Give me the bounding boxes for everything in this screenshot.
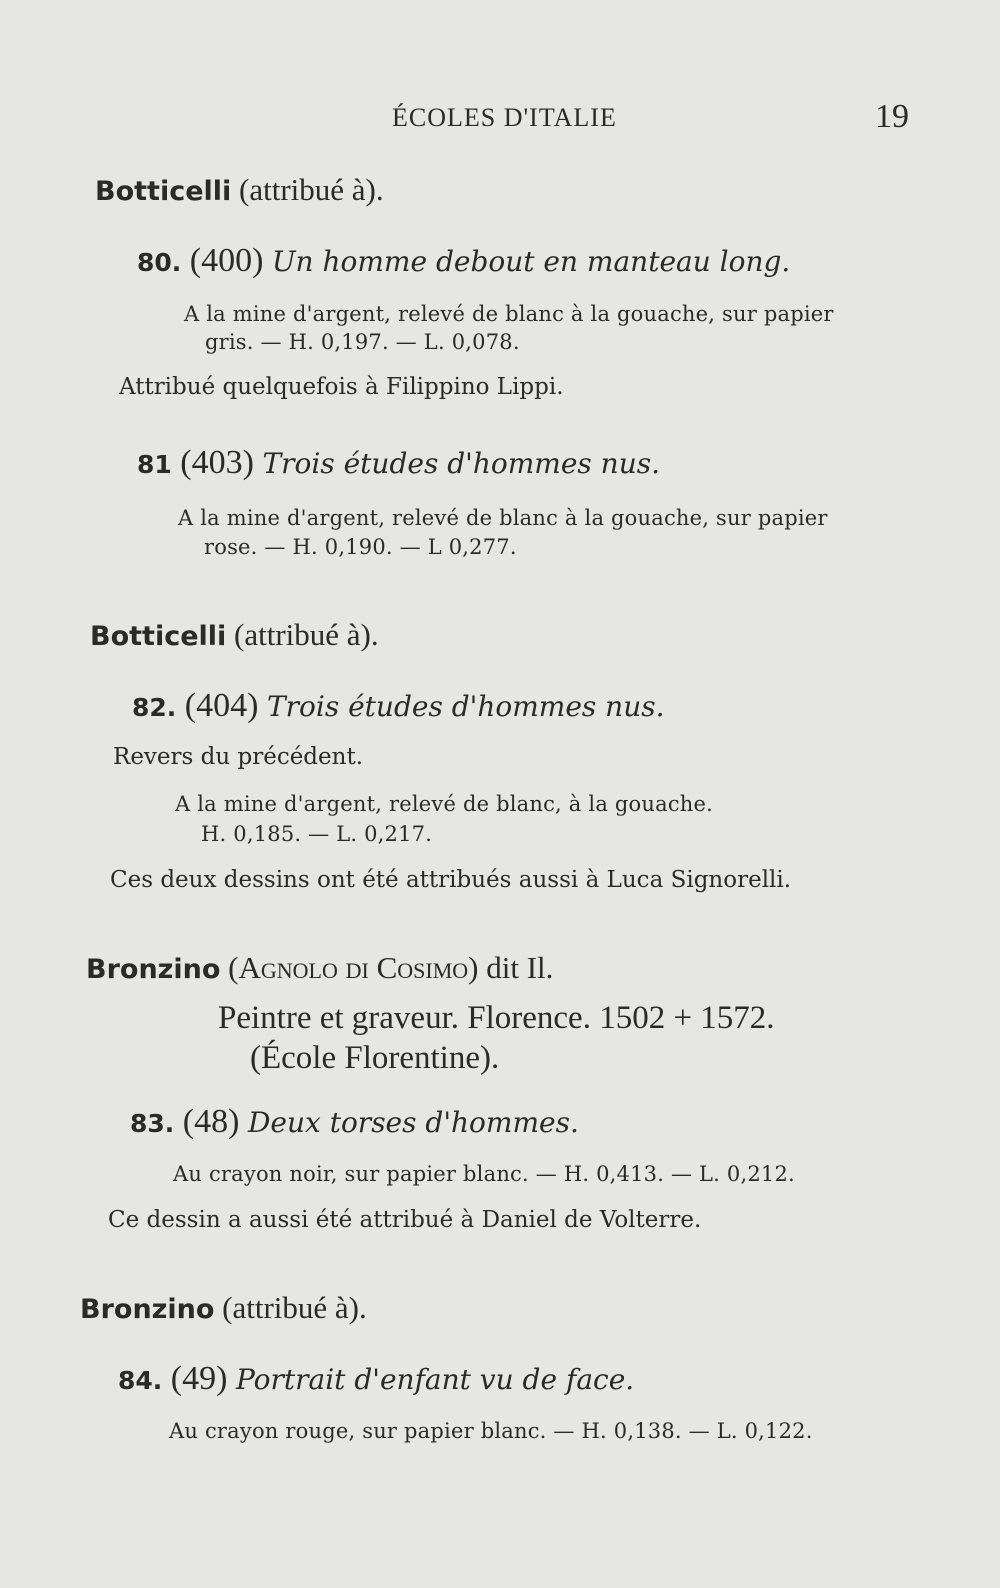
entry-title: Trois études d'hommes nus. xyxy=(262,447,661,480)
entry-title: Portrait d'enfant vu de face. xyxy=(235,1363,635,1396)
artist-suffix: dit Il. xyxy=(486,950,554,985)
artist-heading xyxy=(95,172,384,208)
entry-description: H. 0,185. — L. 0,217. xyxy=(201,822,433,846)
entry-number: 84. xyxy=(118,1366,163,1395)
artist-qualifier: (attribué à). xyxy=(234,617,379,652)
page-number: 19 xyxy=(875,98,909,135)
artist-heading xyxy=(90,617,379,653)
entry-description: rose. — H. 0,190. — L 0,277. xyxy=(204,535,517,559)
catalogue-entry-82 xyxy=(132,687,665,725)
artist-biography: Peintre et graveur. Florence. 1502 + 1572. xyxy=(218,1000,775,1036)
entry-number: 82. xyxy=(132,693,177,722)
entry-description: Au crayon noir, sur papier blanc. — H. 0,413. — L. 0,212. xyxy=(173,1162,795,1186)
artist-name: Bronzino xyxy=(80,1294,215,1325)
entry-description: A la mine d'argent, relevé de blanc à la gouache, sur papier xyxy=(184,302,834,326)
entry-description: A la mine d'argent, relevé de blanc, à la gouache. xyxy=(175,792,714,816)
artist-qualifier: (attribué à). xyxy=(239,172,384,207)
entry-note: Ces deux dessins ont été attribués aussi à Luca Signorelli. xyxy=(110,867,792,893)
entry-number: 80. xyxy=(137,248,182,277)
entry-note: Ce dessin a aussi été attribué à Daniel de Volterre. xyxy=(108,1207,702,1233)
artist-heading xyxy=(86,950,553,986)
running-head: ÉCOLES D'ITALIE xyxy=(392,103,617,132)
entry-description: gris. — H. 0,197. — L. 0,078. xyxy=(205,330,520,354)
inventory-number: (49) xyxy=(170,1360,228,1397)
artist-qualifier: (attribué à). xyxy=(222,1290,367,1325)
artist-name: Bronzino xyxy=(86,954,221,985)
artist-heading xyxy=(80,1290,367,1326)
entry-description: Au crayon rouge, sur papier blanc. — H. 0,138. — L. 0,122. xyxy=(169,1419,813,1443)
inventory-number: (400) xyxy=(189,242,264,279)
entry-note: Attribué quelquefois à Filippino Lippi. xyxy=(119,374,564,400)
entry-title: Un homme debout en manteau long. xyxy=(271,245,791,278)
artist-name: Botticelli xyxy=(95,176,232,207)
entry-title: Deux torses d'hommes. xyxy=(247,1106,579,1139)
entry-number: 83. xyxy=(130,1109,175,1138)
artist-fullname: Agnolo di Cosimo xyxy=(238,950,469,985)
entry-description: A la mine d'argent, relevé de blanc à la gouache, sur papier xyxy=(178,506,828,530)
entry-reverse-note: Revers du précédent. xyxy=(113,744,364,770)
paren: ( xyxy=(228,950,239,985)
entry-number: 81 xyxy=(137,450,172,479)
catalogue-entry-83 xyxy=(130,1103,579,1141)
catalogue-entry-84 xyxy=(118,1360,634,1398)
inventory-number: (403) xyxy=(180,444,254,481)
inventory-number: (404) xyxy=(184,687,259,724)
artist-name: Botticelli xyxy=(90,621,227,652)
catalogue-entry-80 xyxy=(137,242,790,280)
artist-school: (École Florentine). xyxy=(250,1040,500,1076)
inventory-number: (48) xyxy=(182,1103,240,1140)
catalogue-entry-81 xyxy=(137,444,660,482)
paren: ) xyxy=(468,950,479,985)
entry-title: Trois études d'hommes nus. xyxy=(266,690,665,723)
